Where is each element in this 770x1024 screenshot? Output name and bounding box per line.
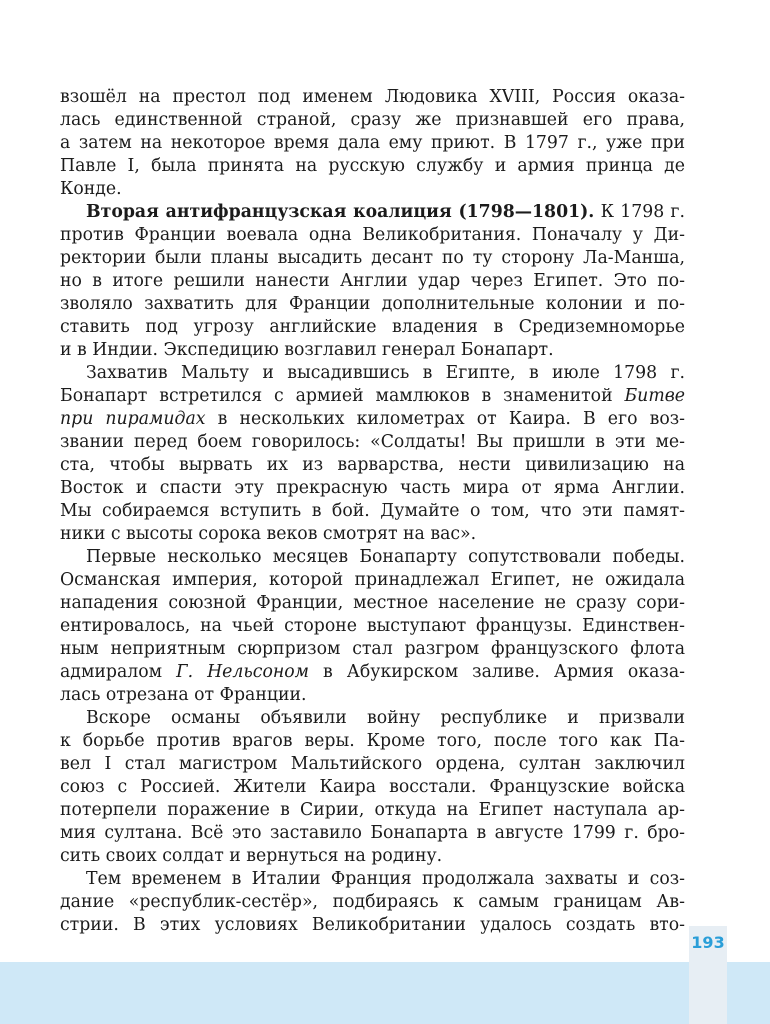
text-line: Тем временем в Италии Франция продолжала захваты и соз- (86, 869, 685, 889)
text-line (60, 201, 685, 224)
text-line: ректории были планы высадить десант по ту сторону Ла-Манша, (60, 248, 685, 268)
text-line: лась отрезана от Франции. (60, 685, 307, 705)
text-line (60, 408, 685, 431)
text-line: стрии. В этих условиях Великобритании удалось создать вто- (60, 915, 685, 935)
text-line: ники с высоты сорока веков смотрят на вас». (60, 524, 477, 544)
text-line: ста, чтобы вырвать их из варварства, нести цивилизацию на (60, 455, 685, 475)
text-line: против Франции воевала одна Великобритания. Поначалу у Ди- (60, 225, 685, 245)
text-line: лась единственной страной, сразу же признавшей его права, (60, 110, 685, 130)
text-fragment: К 1798 г. (594, 202, 685, 222)
paragraph-1 (60, 86, 685, 201)
italic-term: Битве (624, 386, 685, 406)
page-number: 193 (691, 933, 725, 952)
text-line: звании перед боем говорилось: «Солдаты! Вы пришли в эти ме- (60, 432, 685, 452)
paragraph-4 (60, 546, 685, 707)
text-line: потерпели поражение в Сирии, откуда на Египет наступала ар- (60, 800, 685, 820)
text-line: Павле I, была принята на русскую службу и армия принца де (60, 156, 685, 176)
main-text (60, 86, 685, 937)
text-line: вел I стал магистром Мальтийского ордена, султан заключил (60, 754, 685, 774)
text-line: Османская империя, которой принадлежал Египет, не ожидала (60, 570, 685, 590)
text-fragment: в Абукирском заливе. Армия оказа- (309, 662, 685, 682)
text-fragment: Бонапарт встретился с армией мамлюков в знаменитой (60, 386, 625, 406)
text-line: к борьбе против врагов веры. Кроме того, после того как Па- (60, 731, 685, 751)
paragraph-6 (60, 868, 685, 937)
text-fragment: в нескольких километрах от Каира. В его воз- (205, 409, 685, 429)
text-line: Захватив Мальту и высадившись в Египте, в июле 1798 г. (86, 363, 685, 383)
italic-term: Г. Нельсоном (176, 662, 309, 682)
text-line: но в итоге решили нанести Англии удар через Египет. Это по- (60, 271, 685, 291)
text-line: а затем на некоторое время дала ему приют. В 1797 г., уже при (60, 133, 685, 153)
footer-band (0, 962, 770, 1024)
text-line: союз с Россией. Жители Каира восстали. Французские войска (60, 777, 685, 797)
text-line: сить своих солдат и вернуться на родину. (60, 846, 443, 866)
text-line: ставить под угрозу английские владения в Средиземноморье (60, 317, 685, 337)
paragraph-3 (60, 362, 685, 546)
text-line: зволяло захватить для Франции дополнительные колонии и по- (60, 294, 685, 314)
section-heading: Вторая антифранцузская коалиция (1798—1801). (86, 202, 595, 222)
text-line: Первые несколько месяцев Бонапарту сопутствовали победы. (86, 547, 685, 567)
text-line: нападения союзной Франции, местное население не сразу сори- (60, 593, 685, 613)
text-line: Вскоре османы объявили войну республике и призвали (86, 708, 685, 728)
text-line: Конде. (60, 179, 122, 199)
text-line: Восток и спасти эту прекрасную часть мира от ярма Англии. (60, 478, 685, 498)
text-fragment: адмиралом (60, 662, 177, 682)
text-line (60, 385, 685, 408)
text-line (60, 661, 685, 684)
paragraph-2 (60, 201, 685, 362)
italic-term: при пирамидах (60, 409, 206, 429)
text-line: ным неприятным сюрпризом стал разгром французского флота (60, 639, 685, 659)
text-line: мия султана. Всё это заставило Бонапарта в августе 1799 г. бро- (60, 823, 685, 843)
text-line: Мы собираемся вступить в бой. Думайте о том, что эти памят- (60, 501, 685, 521)
paragraph-5 (60, 707, 685, 868)
text-line: взошёл на престол под именем Людовика XVIII, Россия оказа- (60, 87, 685, 107)
text-line: ентировалось, на чьей стороне выступают французы. Единствен- (60, 616, 685, 636)
text-line: и в Индии. Экспедицию возглавил генерал Бонапарт. (60, 340, 554, 360)
text-line: дание «республик-сестёр», подбираясь к самым границам Ав- (60, 892, 685, 912)
